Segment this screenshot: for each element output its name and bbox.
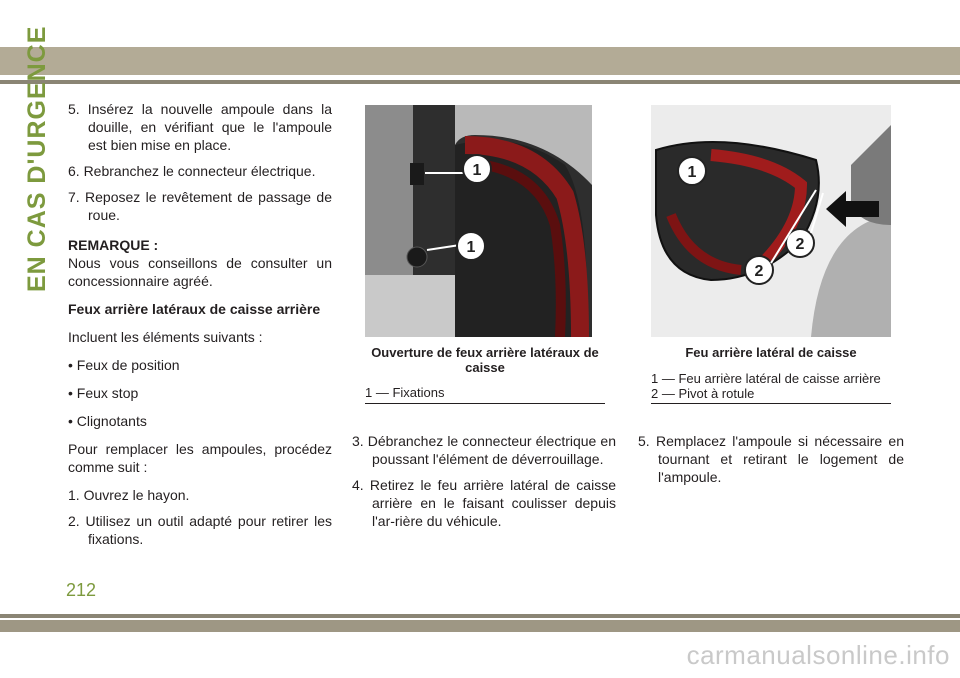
figure-1-image — [365, 105, 592, 337]
bottom-band-line — [0, 614, 960, 618]
top-band-line — [0, 80, 960, 84]
includes-text: Incluent les éléments suivants : — [68, 329, 263, 345]
section-heading: Feux arrière latéraux de caisse arrière — [68, 301, 321, 317]
step-5-replace: 5. Remplacez l'ampoule si nécessaire en tournant et retirant le logement de l'ampoule. — [638, 433, 904, 485]
step-5: 5. Insérez la nouvelle ampoule dans la douille, en vérifiant que le l'ampoule est bien mise en place. — [68, 101, 332, 153]
step-3: 3. Débranchez le connecteur électrique en poussant l'élément de déverrouillage. — [352, 433, 616, 467]
figure-2-image — [651, 105, 891, 337]
bullet-item: • Feux stop — [68, 385, 139, 401]
side-title-text: EN CAS D'URGENCE — [23, 25, 51, 292]
figure-2-legend-item: 2 — Pivot à rotule — [651, 386, 755, 401]
step-6: 6. Rebranchez le connecteur électrique. — [68, 163, 316, 179]
sub-step-1: 1. Ouvrez le hayon. — [68, 487, 190, 503]
note-label: REMARQUE : — [68, 237, 159, 253]
bullet-item: • Feux de position — [68, 357, 180, 373]
text-column-2 — [352, 432, 616, 538]
top-band — [0, 47, 960, 75]
tail-light-opening-illustration — [365, 105, 592, 337]
step-4: 4. Retirez le feu arrière latéral de caisse arrière en le faisant coulisser depuis l'ar-rière du véhicule. — [352, 477, 616, 529]
note-text: Nous vous conseillons de consulter un concessionnaire agréé. — [68, 255, 332, 289]
text-column-3 — [638, 432, 904, 494]
section-side-title — [23, 25, 51, 292]
figure-1-rule — [365, 403, 605, 404]
procedure-text: Pour remplacer les ampoules, procédez comme suit : — [68, 441, 332, 475]
text-column-1 — [68, 100, 332, 556]
figure-1-caption: Ouverture de feux arrière latéraux de caisse — [371, 345, 599, 375]
callout-1: 1 — [472, 162, 482, 179]
step-7: 7. Reposez le revêtement de passage de roue. — [68, 189, 332, 223]
bullet-item: • Clignotants — [68, 413, 147, 429]
figure-1-legend-item: 1 — Fixations — [365, 385, 445, 400]
figure-2-legend-item: 1 — Feu arrière latéral de caisse arrière — [651, 371, 881, 386]
figure-2-rule — [651, 403, 891, 404]
figure-2-caption: Feu arrière latéral de caisse — [685, 345, 857, 360]
callout-1: 1 — [466, 239, 476, 256]
sub-step-2: 2. Utilisez un outil adapté pour retirer les fixations. — [68, 513, 332, 547]
page-number: 212 — [66, 580, 97, 600]
watermark: carmanualsonline.info — [686, 640, 950, 670]
callout-1: 1 — [687, 164, 697, 181]
callout-2: 2 — [795, 236, 805, 253]
side-tail-light-illustration — [651, 105, 891, 337]
bottom-band — [0, 620, 960, 632]
callout-2: 2 — [754, 263, 764, 280]
